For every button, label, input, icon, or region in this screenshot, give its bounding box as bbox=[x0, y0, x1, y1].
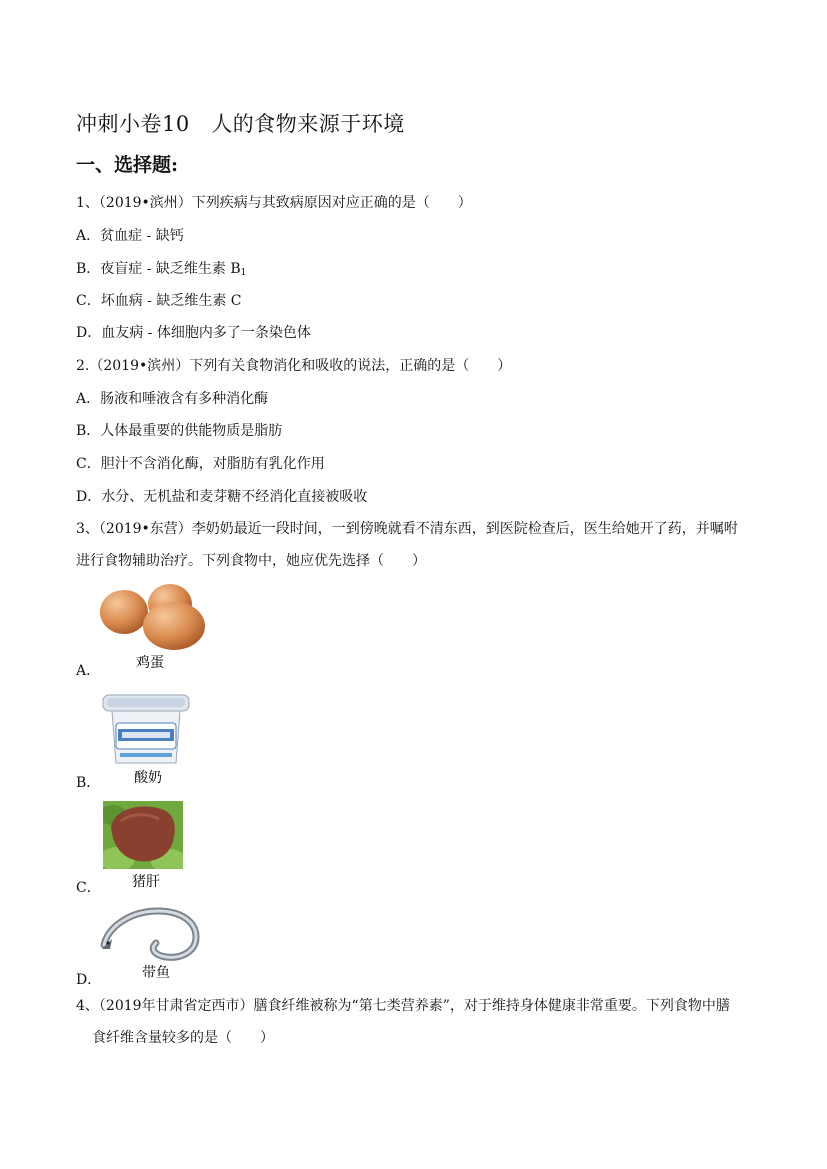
section-heading: 一、选择题: bbox=[76, 154, 179, 176]
hairtail-fish-image bbox=[100, 905, 200, 965]
q3-option-d[interactable]: D． bbox=[76, 972, 102, 988]
q2-stem: 2.（2019•滨州）下列有关食物消化和吸收的说法，正确的是（ ） bbox=[76, 358, 512, 374]
pork-liver-image bbox=[103, 801, 183, 869]
q1-option-a: A．贫血症 - 缺钙 bbox=[76, 228, 184, 244]
caption-egg: 鸡蛋 bbox=[136, 655, 164, 671]
q4-stem-line2: 食纤维含量较多的是（ ） bbox=[92, 1030, 274, 1046]
caption-hairtail: 带鱼 bbox=[142, 965, 170, 981]
page-title: 冲刺小卷10 人的食物来源于环境 bbox=[76, 112, 405, 136]
q3-stem-line2: 进行食物辅助治疗。下列食物中，她应优先选择（ ） bbox=[76, 553, 426, 569]
q1-option-b-text: B．夜盲症 - 缺乏维生素 B bbox=[76, 261, 241, 277]
q2-option-c: C．胆汁不含消化酶，对脂肪有乳化作用 bbox=[76, 456, 325, 472]
q2-option-b: B．人体最重要的供能物质是脂肪 bbox=[76, 423, 283, 439]
q3-option-a[interactable]: A． bbox=[76, 663, 101, 679]
caption-liver: 猪肝 bbox=[132, 874, 160, 890]
q3-option-c[interactable]: C． bbox=[76, 880, 101, 896]
yogurt-image bbox=[102, 693, 190, 767]
q2-option-a: A．肠液和唾液含有多种消化酶 bbox=[76, 391, 269, 407]
q3-option-b[interactable]: B． bbox=[76, 775, 101, 791]
q1-stem: 1、（2019•滨州）下列疾病与其致病原因对应正确的是（ ） bbox=[76, 195, 472, 211]
caption-yogurt: 酸奶 bbox=[134, 770, 162, 786]
q1-option-d: D．血友病 - 体细胞内多了一条染色体 bbox=[76, 325, 311, 341]
q3-stem-line1: 3、（2019•东营）李奶奶最近一段时间，一到傍晚就看不清东西，到医院检查后，医生给她开了药，并嘱咐 bbox=[76, 521, 738, 537]
q1-option-c: C．坏血病 - 缺乏维生素 C bbox=[76, 293, 242, 309]
q4-stem-line1: 4、（2019年甘肃省定西市）膳食纤维被称为“第七类营养素”，对于维持身体健康非常重要。下列食物中膳 bbox=[76, 998, 730, 1014]
q1-option-b bbox=[76, 258, 246, 278]
q1-option-b-subscript: 1 bbox=[240, 268, 247, 278]
eggs-image bbox=[100, 582, 208, 652]
q2-option-d: D．水分、无机盐和麦芽糖不经消化直接被吸收 bbox=[76, 489, 368, 505]
